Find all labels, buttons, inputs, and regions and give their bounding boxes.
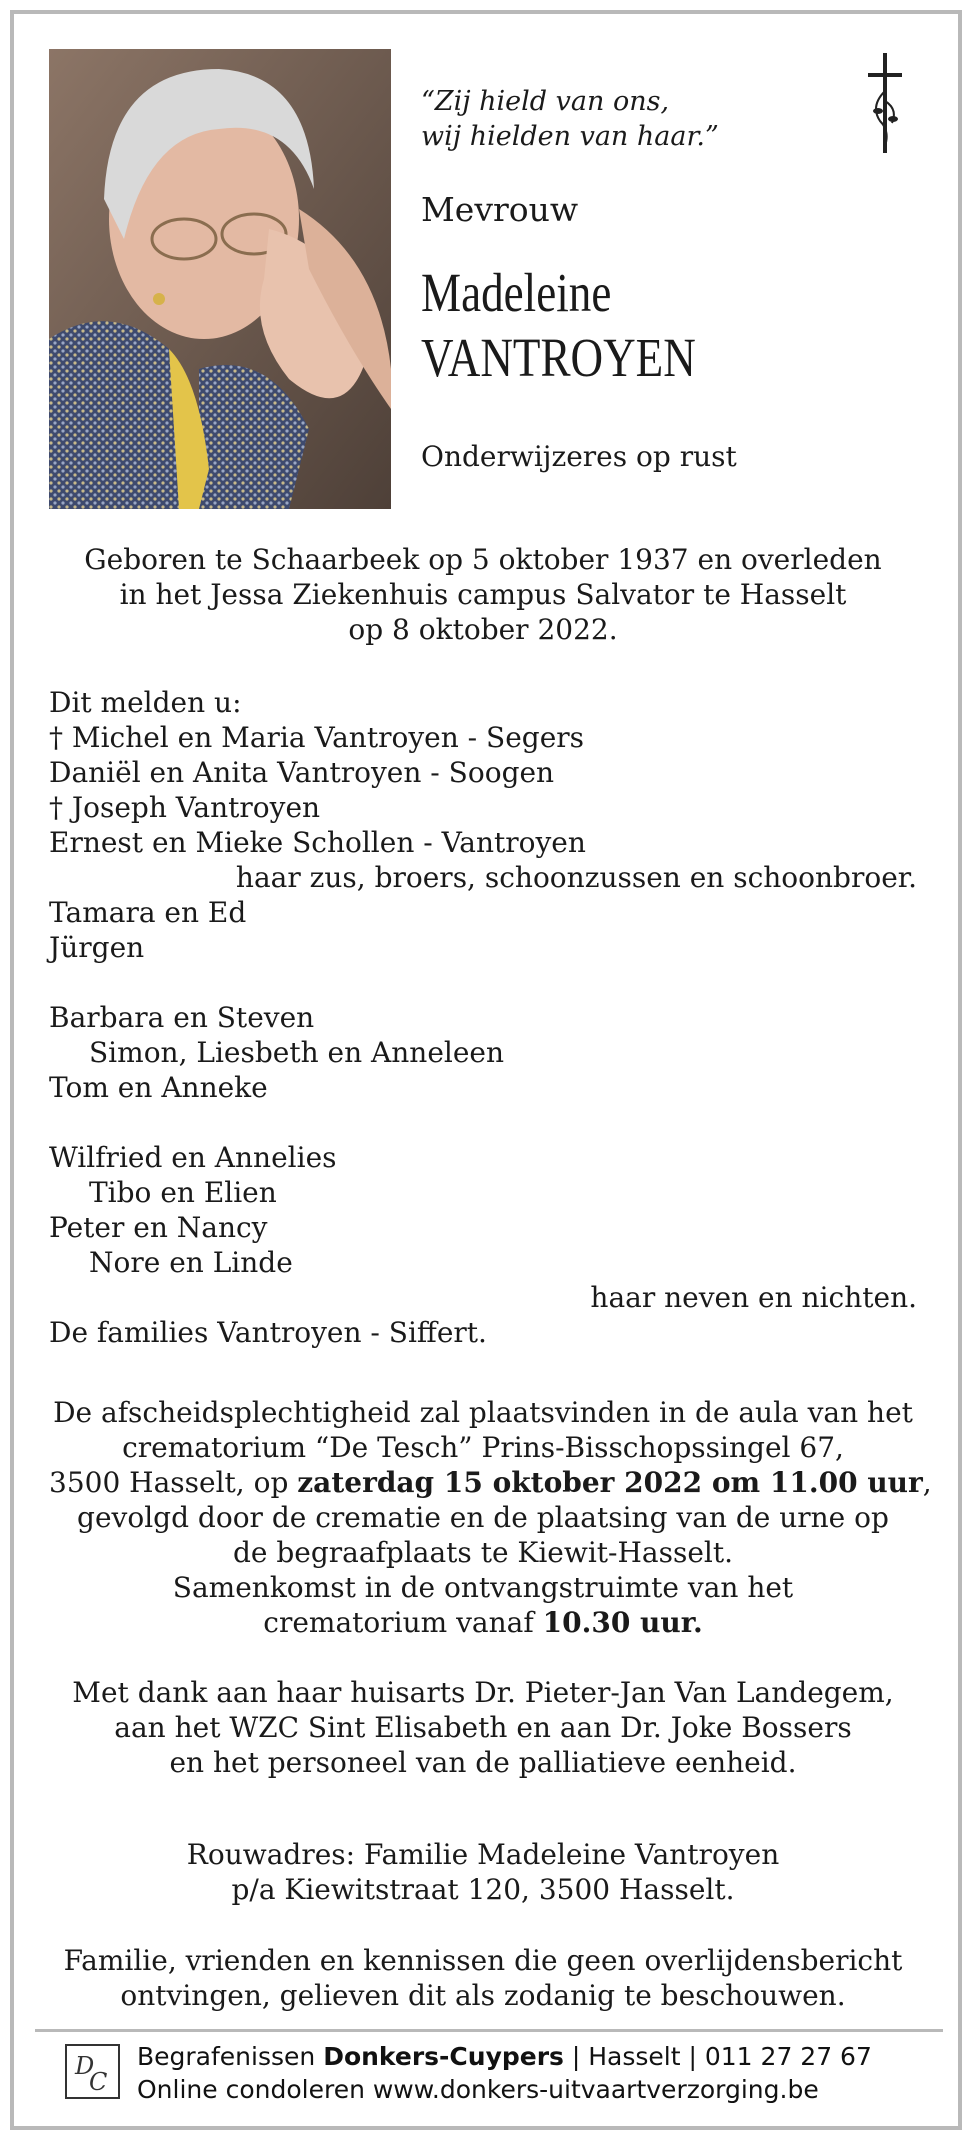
family-line: Ernest en Mieke Schollen - Vantroyen: [49, 826, 586, 859]
family-line: Tamara en Ed: [49, 896, 247, 929]
address-section: [49, 1837, 917, 1907]
family-line: Daniël en Anita Vantroyen - Soogen: [49, 756, 555, 789]
last-name: VANTROYEN: [421, 327, 696, 388]
birth-line: Geboren te Schaarbeek op 5 oktober 1937 en overleden: [84, 543, 882, 576]
closing-section: [49, 1943, 917, 2013]
ceremony-text: ,: [922, 1466, 932, 1499]
ceremony-line: [49, 1465, 932, 1500]
ceremony-text: 3500 Hasselt, op: [49, 1466, 298, 1499]
family-line: Barbara en Steven: [49, 1001, 315, 1034]
family-line: Tibo en Elien: [89, 1176, 277, 1209]
footer-divider: [35, 2029, 943, 2032]
quote-line: wij hielden van haar.”: [421, 121, 719, 152]
thanks-line: aan het WZC Sint Elisabeth en aan Dr. Joke Bossers: [114, 1711, 852, 1744]
portrait-image: [49, 49, 391, 509]
footer-label: Begrafenissen: [137, 2042, 324, 2071]
quote-line: “Zij hield van ons,: [421, 86, 670, 117]
funeral-home-footer: [55, 2038, 925, 2120]
occupation: Onderwijzeres op rust: [421, 440, 737, 473]
family-section: [49, 685, 917, 1350]
family-intro: Dit melden u:: [49, 686, 242, 719]
family-relation: haar zus, broers, schoonzussen en schoonbroer.: [235, 861, 917, 894]
title-label: Mevrouw: [421, 190, 579, 229]
footer-text: [137, 2040, 872, 2106]
dc-monogram-icon: [65, 2044, 120, 2099]
ceremony-date: zaterdag 15 oktober 2022 om 11.00 uur: [297, 1466, 923, 1499]
closing-line: Familie, vrienden en kennissen die geen overlijdensbericht: [63, 1944, 903, 1977]
family-line: † Michel en Maria Vantroyen - Segers: [49, 721, 585, 754]
footer-contact: | Hasselt | 011 27 27 67: [563, 2042, 872, 2071]
birth-line: in het Jessa Ziekenhuis campus Salvator te Hasselt: [119, 578, 847, 611]
ceremony-line: De afscheidsplechtigheid zal plaatsvinden in de aula van het: [53, 1396, 913, 1429]
birth-line: op 8 oktober 2022.: [348, 613, 618, 646]
ceremony-line: crematorium “De Tesch” Prins-Bisschopssingel 67,: [122, 1431, 844, 1464]
family-line: † Joseph Vantroyen: [49, 791, 321, 824]
deceased-name: [421, 260, 696, 390]
footer-line: [137, 2040, 872, 2073]
family-line: Jürgen: [49, 931, 145, 964]
thanks-line: en het personeel van de palliatieve eenheid.: [169, 1746, 797, 1779]
ceremony-line: gevolgd door de crematie en de plaatsing van de urne op: [77, 1501, 889, 1534]
portrait-photo: [49, 49, 391, 509]
cross-icon: [860, 51, 910, 155]
family-line: De families Vantroyen - Siffert.: [49, 1316, 487, 1349]
family-line: Nore en Linde: [89, 1246, 293, 1279]
family-line: Wilfried en Annelies: [49, 1141, 337, 1174]
quote: [421, 84, 719, 154]
footer-website[interactable]: Online condoleren www.donkers-uitvaartverzorging.be: [137, 2075, 819, 2104]
thanks-line: Met dank aan haar huisarts Dr. Pieter-Jan Van Landegem,: [72, 1676, 894, 1709]
ceremony-line: de begraafplaats te Kiewit-Hasselt.: [232, 1536, 734, 1569]
svg-text:D: D: [75, 2052, 95, 2080]
family-line: Tom en Anneke: [49, 1071, 268, 1104]
ceremony-line: [49, 1605, 917, 1640]
family-relation: haar neven en nichten.: [590, 1281, 917, 1314]
ceremony-time: 10.30 uur.: [542, 1606, 703, 1639]
address-line: Rouwadres: Familie Madeleine Vantroyen: [186, 1838, 780, 1871]
ceremony-line: Samenkomst in de ontvangstruimte van het: [172, 1571, 794, 1604]
address-line: p/a Kiewitstraat 120, 3500 Hasselt.: [231, 1873, 735, 1906]
closing-line: ontvingen, gelieven dit als zodanig te beschouwen.: [120, 1979, 846, 2012]
birth-section: [49, 542, 917, 647]
svg-text:C: C: [89, 2068, 108, 2096]
ceremony-text: crematorium vanaf: [263, 1606, 543, 1639]
ceremony-section: [49, 1395, 932, 1640]
family-line: Simon, Liesbeth en Anneleen: [89, 1036, 505, 1069]
first-name: Madeleine: [421, 262, 612, 323]
family-line: Peter en Nancy: [49, 1211, 268, 1244]
funeral-home-name: Donkers-Cuypers: [323, 2042, 564, 2071]
thanks-section: [49, 1675, 917, 1780]
